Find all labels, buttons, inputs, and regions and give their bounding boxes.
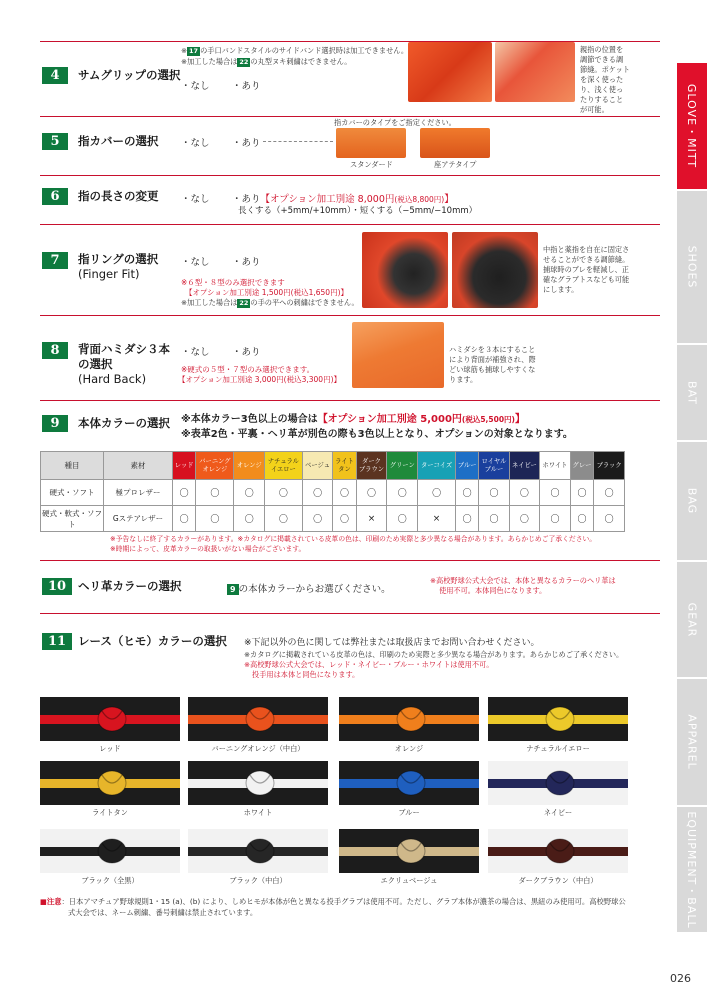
section-subtitle: (Hard Back)	[78, 372, 147, 386]
color-header: ターコイズ	[418, 452, 456, 480]
availability-cell: 〇	[302, 506, 333, 532]
lace-swatch[interactable]	[188, 697, 328, 741]
description: 親指の位置を調節できる調節縫。ポケットを深く使ったり、浅く使ったりすることが可能。	[580, 45, 630, 114]
availability-cell: 〇	[173, 506, 196, 532]
header-material: 素材	[104, 452, 173, 480]
material-cell: 極プロレザー	[104, 480, 173, 506]
section-divider	[40, 175, 660, 176]
lace-swatch[interactable]	[40, 829, 180, 873]
availability-cell: 〇	[570, 480, 593, 506]
option-yes[interactable]: ・あり	[232, 347, 261, 358]
section-number: 6	[42, 188, 68, 205]
glove-photo	[408, 42, 492, 102]
availability-cell: 〇	[196, 480, 234, 506]
lace-color-label: ネイビー	[543, 808, 573, 817]
note: ※硬式の５型・７型のみ選択できます。	[181, 365, 315, 374]
description: 中指と薬指を自在に固定させることができる調節縫。捕球時のブレを軽減し、正確なグラブトスなども可能にします。	[543, 245, 630, 294]
lace-knot-icon	[40, 761, 180, 805]
section-number: 4	[42, 67, 68, 84]
availability-cell: 〇	[456, 480, 479, 506]
lace-knot-icon	[339, 761, 479, 805]
section-divider	[40, 400, 660, 401]
lace-swatch[interactable]	[339, 829, 479, 873]
lace-color-label: エクリュベージュ	[380, 876, 438, 885]
color-header: ホワイト	[540, 452, 571, 480]
note: 【オプション加工別途 3,000円(税込3,300円)】	[178, 375, 342, 384]
caption: 指カバーのタイプをご指定ください。	[334, 118, 456, 127]
note: ※時期によって、皮革カラーの取扱いがない場合がございます。	[110, 545, 306, 553]
section-title: ヘリ革カラーの選択	[78, 579, 182, 593]
lace-swatch[interactable]	[339, 697, 479, 741]
lace-color-label: ブルー	[398, 808, 420, 817]
color-header: ライト タン	[333, 452, 356, 480]
availability-cell: 〇	[264, 480, 302, 506]
border-color-ref: 9 の本体カラーからお選びください。	[227, 581, 391, 595]
section-number: 9	[42, 415, 68, 432]
section-title: 背面ハミダシ３本	[78, 342, 170, 356]
side-nav-equipment-ball[interactable]: EQUIPMENT・BALL	[677, 807, 707, 932]
side-nav-bat[interactable]: BAT	[677, 345, 707, 440]
availability-cell: 〇	[509, 506, 539, 532]
lace-swatch[interactable]	[40, 697, 180, 741]
note: ※予告なしに終了するカラーがあります。※カタログに掲載されている皮革の色は、印刷のため実際と多少異なる場合があります。あらかじめご了承ください。	[110, 535, 597, 543]
availability-cell: 〇	[509, 480, 539, 506]
color-header: ネイビー	[509, 452, 539, 480]
section-title: サムグリップの選択	[78, 68, 181, 82]
section-number: 11	[42, 633, 72, 650]
availability-cell: 〇	[173, 480, 196, 506]
section-title: 指リングの選択	[78, 252, 159, 266]
sport-cell: 硬式・ソフト	[41, 480, 104, 506]
table-row	[41, 506, 625, 532]
option-yes[interactable]: ・あり	[232, 138, 261, 149]
option-none[interactable]: ・なし	[181, 81, 210, 92]
lace-knot-icon	[188, 697, 328, 741]
option-yes[interactable]: ・あり	[232, 257, 261, 268]
table-row	[41, 480, 625, 506]
lace-color-label: ホワイト	[243, 808, 273, 817]
availability-cell: 〇	[479, 480, 510, 506]
lace-color-label: ブラック（中白）	[229, 876, 287, 885]
color-header: ブラック	[594, 452, 625, 480]
leader-line	[263, 141, 333, 142]
option-none[interactable]: ・なし	[181, 194, 210, 205]
color-header: ダーク ブラウン	[356, 452, 387, 480]
page-number: 026	[670, 972, 691, 985]
color-option-note: ※表革2色・平裏・ヘリ革が別色の際も3色以上となり、オプションの対象となります。	[181, 429, 573, 440]
lace-color-label: ナチュラルイエロー	[526, 744, 590, 753]
availability-cell: 〇	[594, 480, 625, 506]
lace-color-label: バーニングオレンジ（中白）	[211, 744, 305, 753]
footer-note: 式大会では、ネーム刺繍、番号刺繍は禁止されています。	[68, 908, 258, 917]
availability-cell: 〇	[356, 480, 387, 506]
material-cell: Gステアレザー	[104, 506, 173, 532]
lace-swatch[interactable]	[488, 761, 628, 805]
lace-knot-icon	[339, 829, 479, 873]
availability-cell: 〇	[540, 480, 571, 506]
side-nav-glove-mitt[interactable]: GLOVE・MITT	[677, 63, 707, 189]
finger-cover-standard-photo	[336, 128, 406, 158]
lace-knot-icon	[488, 829, 628, 873]
lace-note: ※下記以外の色に関しては弊社または取扱店までお問い合わせください。	[244, 638, 540, 648]
lace-color-label: ダークブラウン（中白）	[518, 876, 598, 885]
availability-cell: 〇	[333, 480, 356, 506]
availability-cell: 〇	[570, 506, 593, 532]
lace-swatch[interactable]	[40, 761, 180, 805]
color-header: オレンジ	[234, 452, 264, 480]
lace-swatch[interactable]	[488, 697, 628, 741]
lace-knot-icon	[188, 829, 328, 873]
section-number: 7	[42, 252, 68, 269]
availability-cell: ×	[356, 506, 387, 532]
option-yes[interactable]: ・あり	[232, 81, 261, 92]
color-header: ブルー	[456, 452, 479, 480]
note: ※６型・８型のみ選択できます	[181, 278, 285, 287]
color-header: ロイヤル ブルー	[479, 452, 510, 480]
note: ※加工した場合は 22 の丸型ヌキ刺繍はできません。	[181, 57, 352, 66]
option-none[interactable]: ・なし	[181, 138, 210, 149]
section-title: 指の長さの変更	[78, 189, 159, 203]
availability-cell: 〇	[594, 506, 625, 532]
caption: 座アテタイプ	[434, 160, 477, 169]
color-header: グレー	[570, 452, 593, 480]
lace-knot-icon	[488, 761, 628, 805]
option-none[interactable]: ・なし	[181, 257, 210, 268]
availability-cell: ×	[418, 506, 456, 532]
availability-cell: 〇	[196, 506, 234, 532]
availability-cell: 〇	[234, 506, 264, 532]
side-nav-gear[interactable]: GEAR	[677, 562, 707, 677]
color-header: ナチュラル イエロー	[264, 452, 302, 480]
lace-knot-icon	[40, 697, 180, 741]
lace-color-label: ブラック（全黒）	[81, 876, 139, 885]
sport-cell: 硬式・軟式・ソフト	[41, 506, 104, 532]
note: 投手用は本体と同色になります。	[252, 670, 360, 679]
header-sport: 種目	[41, 452, 104, 480]
availability-cell: 〇	[456, 506, 479, 532]
section-title: 指カバーの選択	[78, 134, 159, 148]
section-subtitle: (Finger Fit)	[78, 267, 140, 281]
lace-swatch[interactable]	[488, 829, 628, 873]
option-yes[interactable]: ・あり【オプション加工別途 8,000円(税込8,800円)】	[232, 194, 454, 205]
caption: スタンダード	[350, 160, 393, 169]
lace-swatch[interactable]	[188, 829, 328, 873]
section-divider	[40, 116, 660, 117]
note: ※加工した場合は 22 の手の平への刺繍はできません。	[181, 298, 359, 307]
color-header: レッド	[173, 452, 196, 480]
note: ※カタログに掲載されている皮革の色は、印刷のため実際と多少異なる場合があります。あらかじめご了承ください。	[244, 650, 624, 659]
section-title: の選択	[78, 357, 113, 371]
finger-cover-pad-photo	[420, 128, 490, 158]
note: ※ 17 の手口バンドスタイルのサイドバンド選択時は加工できません。	[181, 46, 409, 55]
lace-color-label: レッド	[99, 744, 121, 753]
lace-swatch[interactable]	[339, 761, 479, 805]
section-number: 5	[42, 133, 68, 150]
color-header: グリーン	[387, 452, 418, 480]
glove-photo	[495, 42, 575, 102]
color-header: ベージュ	[302, 452, 333, 480]
lace-knot-icon	[488, 697, 628, 741]
availability-cell: 〇	[418, 480, 456, 506]
section-divider	[40, 224, 660, 225]
note: ※高校野球公式大会では、本体と異なるカラーのヘリ革は	[430, 576, 616, 585]
description: ハミダシを３本にすることにより背面が補強され、際どい球筋も捕球しやすくなります。	[449, 345, 536, 384]
note: 【オプション加工別途 1,500円(税込1,650円)】	[185, 288, 349, 297]
section-divider	[40, 560, 660, 561]
section-number: 8	[42, 342, 68, 359]
availability-cell: 〇	[387, 480, 418, 506]
color-option-note: ※本体カラー3色以上の場合は【オプション加工別途 5,000円(税込5,500円)】	[181, 414, 525, 425]
availability-cell: 〇	[264, 506, 302, 532]
side-nav-shoes[interactable]: SHOES	[677, 191, 707, 343]
availability-cell: 〇	[540, 506, 571, 532]
availability-cell: 〇	[333, 506, 356, 532]
finger-ring-photo	[452, 232, 538, 308]
note: ※高校野球公式大会では、レッド・ネイビー・ブルー・ホワイトは使用不可。	[244, 660, 494, 669]
section-title: 本体カラーの選択	[78, 416, 170, 430]
section-number: 10	[42, 578, 72, 595]
availability-cell: 〇	[234, 480, 264, 506]
lace-knot-icon	[188, 761, 328, 805]
note: 使用不可。本体同色になります。	[439, 586, 547, 595]
availability-cell: 〇	[302, 480, 333, 506]
length-detail: 長くする（+5mm/+10mm）・短くする（−5mm/−10mm）	[238, 206, 478, 216]
body-color-table	[40, 451, 625, 532]
side-nav-apparel[interactable]: APPAREL	[677, 679, 707, 805]
section-title: レース（ヒモ）カラーの選択	[78, 634, 227, 648]
lace-color-label: ライトタン	[92, 808, 128, 817]
color-header: バーニング オレンジ	[196, 452, 234, 480]
lace-knot-icon	[339, 697, 479, 741]
option-none[interactable]: ・なし	[181, 347, 210, 358]
footer-note: ■注意：日本アマチュア野球規則1・15 (a)、(b) により、しめヒモが本体が色と異なる投手グラブは使用不可。ただし、グラブ本体が濃茶の場合は、黒紐のみ使用可。高校野球公	[40, 897, 626, 906]
hard-back-photo	[352, 322, 444, 388]
availability-cell: 〇	[479, 506, 510, 532]
finger-ring-photo	[362, 232, 448, 308]
lace-swatch[interactable]	[188, 761, 328, 805]
side-nav-bag[interactable]: BAG	[677, 442, 707, 560]
availability-cell: 〇	[387, 506, 418, 532]
lace-knot-icon	[40, 829, 180, 873]
lace-color-label: オレンジ	[394, 744, 424, 753]
section-divider	[40, 613, 660, 614]
section-divider	[40, 315, 660, 316]
